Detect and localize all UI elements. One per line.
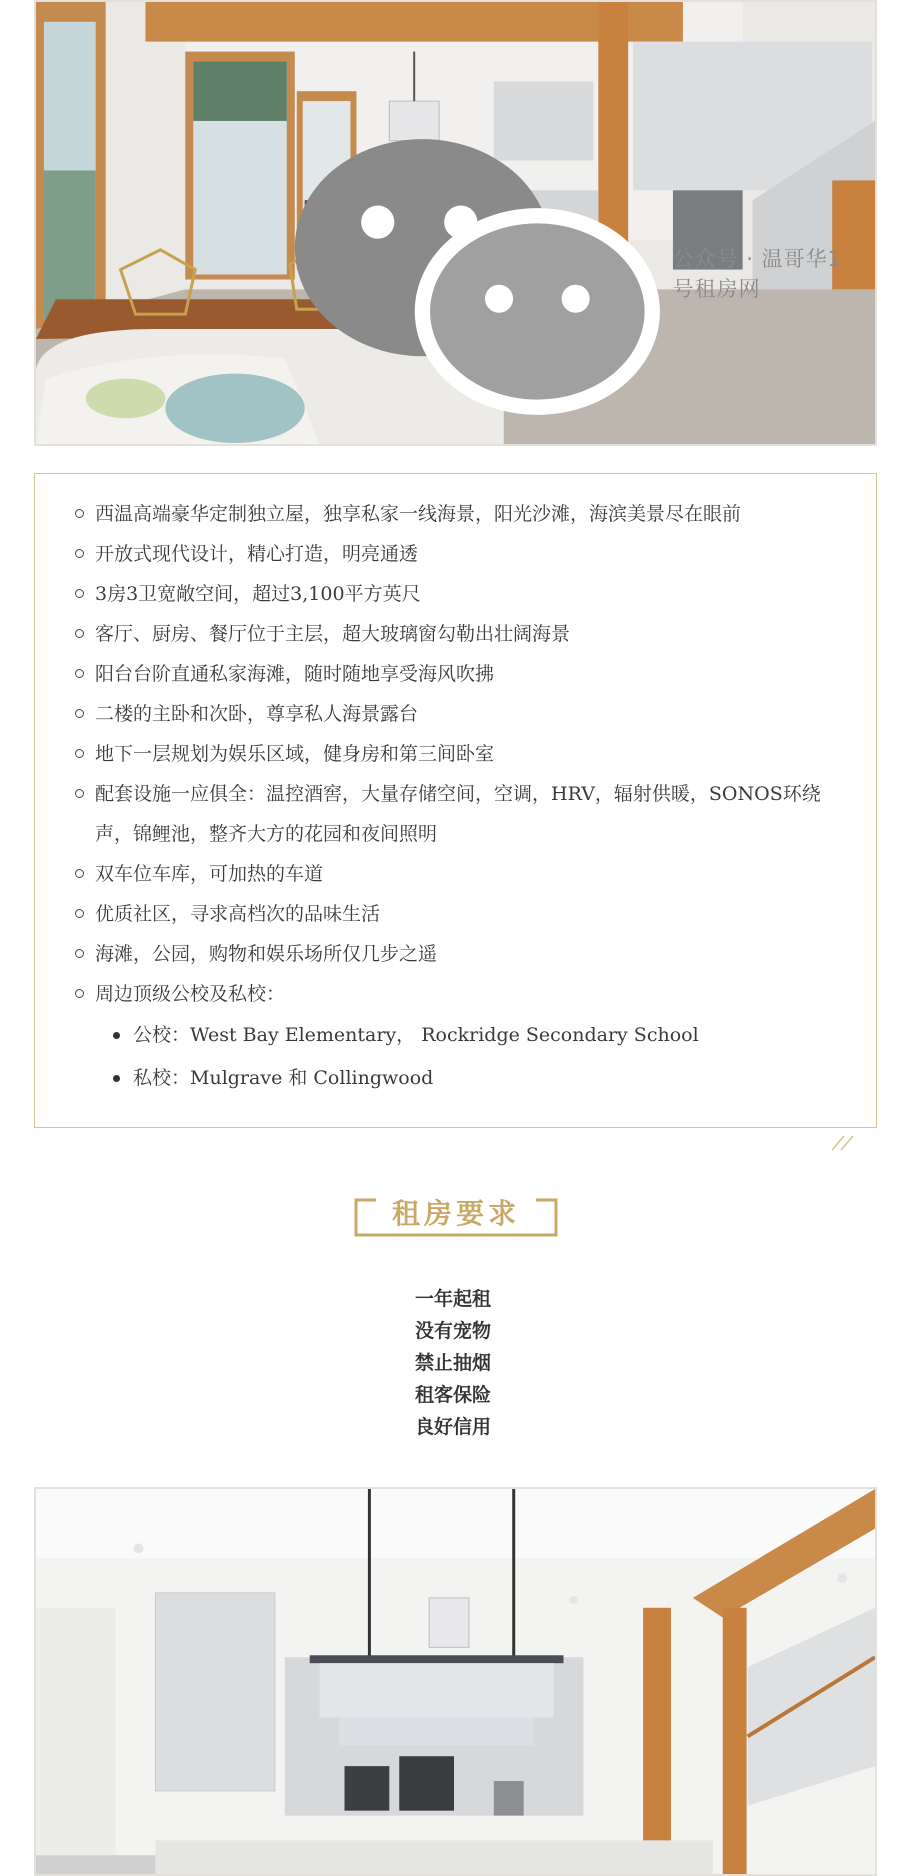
requirement-item: 良好信用 — [414, 1416, 491, 1438]
school-item-private: 私校：Mulgrave 和 Collingwood — [113, 1057, 856, 1100]
requirement-item: 一年起租 — [414, 1288, 491, 1310]
feature-item: 西温高端豪华定制独立屋，独享私家一线海景，阳光沙滩，海滨美景尽在眼前 — [75, 494, 856, 534]
requirement-item: 没有宠物 — [414, 1320, 491, 1342]
property-features-box — [34, 473, 877, 1128]
kitchen-photo-illustration — [36, 1489, 875, 1874]
feature-item — [75, 974, 856, 1100]
feature-item: 二楼的主卧和次卧，尊享私人海景露台 — [75, 694, 856, 734]
feature-item: 配套设施一应俱全：温控酒窖，大量存储空间，空调，HRV，辐射供暖，SONOS环绕声，锦鲤池，整齐大方的花园和夜间照明 — [75, 774, 856, 854]
wechat-icon — [282, 120, 665, 426]
watermark-text: 公众号 · 温哥华1号租房网 — [672, 246, 843, 301]
feature-item: 优质社区，寻求高档次的品味生活 — [75, 894, 856, 934]
requirement-item: 禁止抽烟 — [414, 1352, 491, 1374]
feature-item: 开放式现代设计，精心打造，明亮通透 — [75, 534, 856, 574]
section-heading — [354, 1195, 558, 1241]
requirement-item: 租客保险 — [414, 1384, 491, 1406]
section-title: 租房要求 — [391, 1197, 520, 1230]
feature-item: 阳台台阶直通私家海滩，随时随地享受海风吹拂 — [75, 654, 856, 694]
feature-item: 3房3卫宽敞空间，超过3,100平方英尺 — [75, 574, 856, 614]
decorative-slashes — [830, 1133, 856, 1151]
school-list — [95, 1014, 856, 1100]
interior-photo-kitchen — [34, 1487, 877, 1876]
interior-photo-living-kitchen — [34, 0, 877, 446]
rental-requirements — [0, 1283, 906, 1443]
feature-item-label: 周边顶级公校及私校： — [95, 983, 286, 1005]
feature-item: 海滩，公园，购物和娱乐场所仅几步之遥 — [75, 934, 856, 974]
feature-item: 地下一层规划为娱乐区域，健身房和第三间卧室 — [75, 734, 856, 774]
feature-item: 双车位车库，可加热的车道 — [75, 854, 856, 894]
feature-list — [75, 494, 856, 1100]
school-item-public: 公校：West Bay Elementary， Rockridge Secondary School — [113, 1014, 856, 1057]
photo-watermark — [282, 120, 847, 426]
feature-item: 客厅、厨房、餐厅位于主层，超大玻璃窗勾勒出壮阔海景 — [75, 614, 856, 654]
